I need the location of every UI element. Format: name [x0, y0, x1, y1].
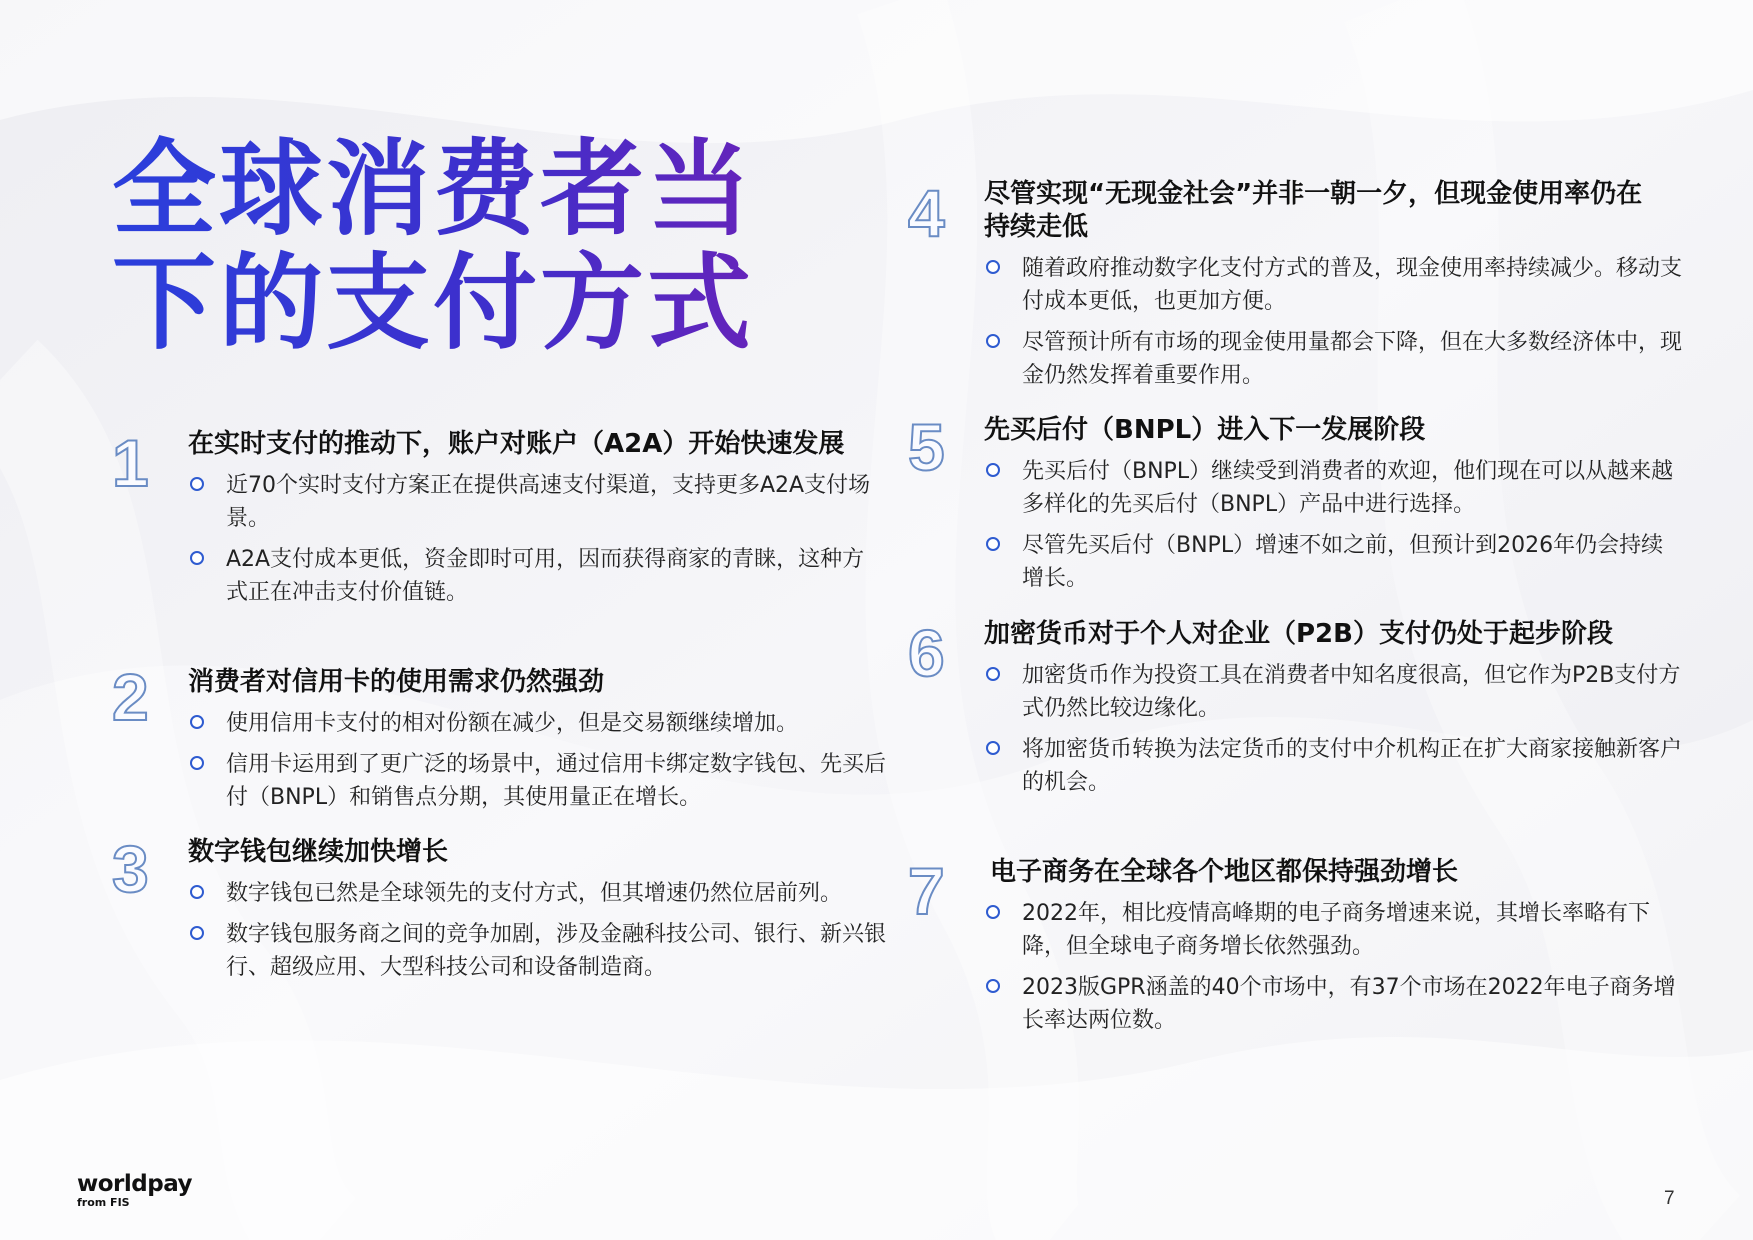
- section-4: [908, 176, 1683, 392]
- bullet-text: 2023版GPR涵盖的40个市场中，有37个市场在2022年电子商务增长率达两位数。: [1022, 975, 1676, 1033]
- bullet-circle-icon: [986, 260, 1000, 274]
- bullet-text: 尽管先买后付（BNPL）增速不如之前，但预计到2026年仍会持续增长。: [1022, 533, 1664, 591]
- section-title: 加密货币对于个人对企业（P2B）支付仍处于起步阶段: [984, 619, 1613, 649]
- list-item: [188, 543, 886, 609]
- bullet-text: 随着政府推动数字化支付方式的普及，现金使用率持续减少。移动支付成本更低，也更加方便。: [1022, 256, 1683, 314]
- bullet-circle-icon: [986, 905, 1000, 919]
- section-title: 消费者对信用卡的使用需求仍然强劲: [188, 667, 605, 697]
- list-item: [188, 707, 906, 740]
- section-number: 3: [112, 832, 149, 906]
- bullet-list: [984, 897, 1676, 1037]
- bullet-circle-icon: [190, 756, 204, 770]
- bullet-circle-icon: [986, 979, 1000, 993]
- bullet-list: [984, 659, 1683, 799]
- list-item: [188, 748, 906, 814]
- bullet-circle-icon: [190, 715, 204, 729]
- bullet-text: A2A支付成本更低，资金即时可用，因而获得商家的青睐，这种方式正在冲击支付价值链。: [226, 547, 865, 605]
- bullet-list: [188, 469, 872, 609]
- bullet-list: [188, 707, 887, 814]
- bullet-list: [984, 455, 1674, 595]
- bullet-text: 数字钱包服务商之间的竞争加剧，涉及金融科技公司、银行、新兴银行、超级应用、大型科技公司和设备制造商。: [226, 922, 887, 980]
- bullet-text: 近70个实时支付方案正在提供高速支付渠道，支持更多A2A支付场景。: [226, 473, 871, 531]
- bullet-circle-icon: [986, 667, 1000, 681]
- list-item: [984, 897, 1682, 963]
- list-item: [188, 877, 886, 910]
- section-1: [112, 428, 872, 609]
- section-number: 5: [908, 410, 945, 484]
- logo-wordmark: worldpay: [77, 1171, 193, 1197]
- section-title: 尽管实现“无现金社会”并非一朝一夕，但现金使用率仍在持续走低: [984, 179, 1643, 242]
- page-title-line1: 全球消费者当: [112, 128, 755, 250]
- page-title: [112, 128, 792, 364]
- bullet-circle-icon: [190, 926, 204, 940]
- section-number: 6: [908, 616, 945, 690]
- bullet-text: 将加密货币转换为法定货币的支付中介机构正在扩大商家接触新客户的机会。: [1022, 737, 1683, 795]
- section-title: 数字钱包继续加快增长: [188, 837, 449, 867]
- bullet-circle-icon: [190, 885, 204, 899]
- bullet-text: 2022年，相比疫情高峰期的电子商务增速来说，其增长率略有下降，但全球电子商务增长依然强劲。: [1022, 901, 1650, 959]
- list-item: [984, 326, 1682, 392]
- section-7: [908, 854, 1676, 1037]
- list-item: [984, 733, 1682, 799]
- bullet-text: 尽管预计所有市场的现金使用量都会下降，但在大多数经济体中，现金仍然发挥着重要作用。: [1022, 330, 1683, 388]
- bullet-text: 先买后付（BNPL）继续受到消费者的欢迎，他们现在可以从越来越多样化的先买后付（BNPL）产品中进行选择。: [1022, 459, 1674, 517]
- bullet-circle-icon: [986, 463, 1000, 477]
- list-item: [984, 971, 1682, 1037]
- list-item: [984, 529, 1682, 595]
- bullet-text: 信用卡运用到了更广泛的场景中，通过信用卡绑定数字钱包、先买后付（BNPL）和销售点分期，其使用量正在增长。: [226, 752, 887, 810]
- section-title: 在实时支付的推动下，账户对账户（A2A）开始快速发展: [188, 429, 845, 459]
- bullet-circle-icon: [190, 551, 204, 565]
- list-item: [984, 252, 1682, 318]
- section-number: 7: [908, 854, 945, 928]
- list-item: [984, 659, 1682, 725]
- logo-subtitle: from FIS: [77, 1196, 130, 1209]
- worldpay-logo: [77, 1172, 192, 1209]
- section-3: [112, 832, 887, 984]
- bullet-circle-icon: [986, 334, 1000, 348]
- bullet-circle-icon: [986, 741, 1000, 755]
- bullet-text: 加密货币作为投资工具在消费者中知名度很高，但它作为P2B支付方式仍然比较边缘化。: [1022, 663, 1681, 721]
- list-item: [188, 918, 906, 984]
- bullet-text: 使用信用卡支付的相对份额在减少，但是交易额继续增加。: [226, 711, 799, 736]
- section-number: 4: [908, 176, 945, 250]
- bullet-circle-icon: [986, 537, 1000, 551]
- section-2: [112, 660, 887, 814]
- section-5: [908, 410, 1674, 595]
- section-title: 电子商务在全球各个地区都保持强劲增长: [990, 857, 1459, 887]
- list-item: [188, 469, 886, 535]
- bullet-circle-icon: [190, 477, 204, 491]
- bullet-list: [188, 877, 887, 984]
- section-6: [908, 616, 1683, 799]
- page-title-line2: 下的支付方式: [112, 242, 755, 364]
- page-number: 7: [1664, 1188, 1675, 1209]
- bullet-text: 数字钱包已然是全球领先的支付方式，但其增速仍然位居前列。: [226, 881, 843, 906]
- list-item: [984, 455, 1682, 521]
- bullet-list: [984, 252, 1683, 392]
- section-number: 1: [112, 426, 149, 500]
- section-number: 2: [112, 660, 149, 734]
- section-title: 先买后付（BNPL）进入下一发展阶段: [984, 415, 1426, 445]
